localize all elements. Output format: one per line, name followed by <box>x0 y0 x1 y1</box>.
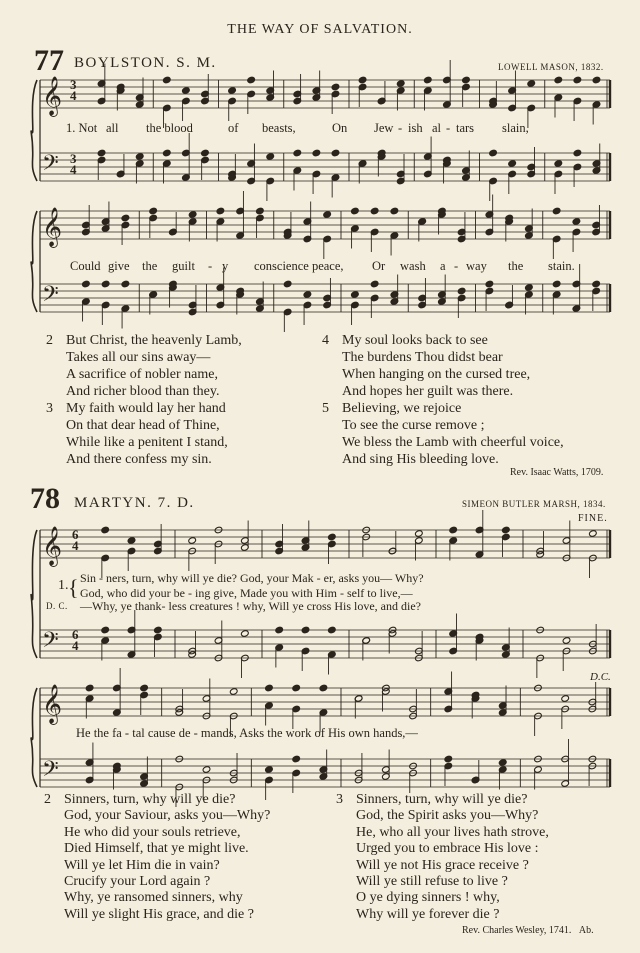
note-head <box>415 530 424 538</box>
note-head <box>121 280 130 288</box>
hymn-78-dc-mark: D.C. <box>590 671 611 683</box>
hymn-78-tune: MARTYN. 7. D. <box>74 495 195 511</box>
note-head <box>162 76 171 84</box>
note-head <box>554 160 563 168</box>
note-head <box>573 76 582 84</box>
hymn-78-lyric-line-1a: Sin - ners, turn, why will ye die? God, your Mak - er, asks you— Why? <box>80 571 424 585</box>
note-head <box>573 149 582 157</box>
verse-line: And sing His bleeding love. <box>342 452 499 467</box>
note-head <box>562 637 571 645</box>
note-head <box>351 207 360 215</box>
hymn-77-verses-right <box>322 332 564 468</box>
hymn-77-composer: LOWELL MASON, 1832. <box>498 62 604 72</box>
verse-line: Will ye let Him die in vain? <box>64 857 220 873</box>
note-head <box>423 76 432 84</box>
note-head <box>370 207 379 215</box>
note-head <box>101 526 110 534</box>
note-head <box>331 83 340 91</box>
hymn-78-lyric-line-2: He the fa - tal cause de - mands, Asks the work of His own hands,— <box>76 726 418 740</box>
note-head <box>351 291 360 299</box>
verse-line: He, who all your lives hath strove, <box>356 824 549 840</box>
hymn-77-number: 77 <box>34 44 64 77</box>
note-head <box>323 211 332 219</box>
note-head <box>508 160 517 168</box>
verse-line: 2 But Christ, the heavenly Lamb, <box>46 333 242 348</box>
note-head <box>154 626 163 634</box>
hymn-78-time-signature-bass: 6 4 <box>72 627 79 653</box>
verse-line: Crucify your Lord again ? <box>64 874 211 890</box>
note-head <box>85 684 94 692</box>
system-brace-icon <box>31 688 37 787</box>
hymn-78-number: 78 <box>30 482 60 515</box>
verse-line: Died Himself, that ye might live. <box>64 841 249 857</box>
note-head <box>149 207 158 215</box>
note-head <box>135 153 144 161</box>
stanza-brace-icon: { <box>68 575 79 600</box>
note-head <box>552 207 561 215</box>
note-head <box>127 537 136 545</box>
note-head <box>572 218 581 226</box>
verse-line: O ye dying sinners ! why, <box>356 890 500 906</box>
verse-line: Will ye not His grace receive ? <box>356 857 529 873</box>
note-head <box>266 153 275 161</box>
hymn-78-time-signature-treble: 6 4 <box>72 527 79 553</box>
note-head <box>256 207 265 215</box>
hymn-78-verses-left <box>44 792 270 923</box>
verse-line: A sacrifice of nobler name, <box>66 367 218 382</box>
hymn-78-stanza-number: 1. <box>58 578 69 593</box>
hymn-77-lyric-line-1: 1. Not all the blood of beasts, On Jew - ish al - tars slain, <box>66 121 529 135</box>
note-head <box>140 684 149 692</box>
note-head <box>201 149 210 157</box>
verse-line: He who did your souls retrieve, <box>64 824 241 840</box>
verse-line: God, your Saviour, asks you—Why? <box>64 808 271 824</box>
note-head <box>241 630 250 638</box>
running-head: THE WAY OF SALVATION. <box>227 22 413 37</box>
note-head <box>182 87 191 95</box>
hymn-77-tune: BOYLSTON. S. M. <box>74 55 217 71</box>
hymn-78-fine-mark: FINE. <box>578 513 608 524</box>
hymn-78-attribution: Rev. Charles Wesley, 1741. Ab. <box>462 925 594 936</box>
verse-line: We bless the Lamb with cheerful voice, <box>342 435 564 450</box>
note-head <box>82 280 91 288</box>
hymn-77-time-signature-bass: 3 4 <box>70 151 77 177</box>
hymn-77-verses-left <box>46 332 242 468</box>
note-head <box>97 149 106 157</box>
note-head <box>121 214 130 222</box>
hymn-77-attribution: Rev. Isaac Watts, 1709. <box>510 467 604 478</box>
verse-line: While like a penitent I stand, <box>66 435 228 450</box>
note-head <box>247 76 256 84</box>
verse-line: When hanging on the cursed tree, <box>342 367 531 382</box>
note-head <box>489 149 498 157</box>
note-head <box>265 684 274 692</box>
treble-clef-icon: 𝄞 <box>42 76 63 116</box>
verse-line: Why, ye ransomed sinners, why <box>64 890 243 906</box>
note-head <box>228 87 237 95</box>
note-head <box>101 626 110 634</box>
verse-line: Will ye slight His grace, and die ? <box>64 906 254 922</box>
note-head <box>358 76 367 84</box>
verse-line: And hopes her guilt was there. <box>342 384 514 399</box>
hymn-78-verses-right <box>336 792 549 923</box>
bass-clef-icon: 𝄢 <box>42 282 59 312</box>
note-head <box>552 280 561 288</box>
note-head <box>561 695 570 703</box>
note-head <box>303 291 312 299</box>
note-head <box>293 149 302 157</box>
hymn-78-lyric-line-1c: —Why, ye thank- less creatures ! why, Will ye cross His love, and die? <box>80 599 421 613</box>
verse-line: Why will ye forever die ? <box>356 906 500 922</box>
note-head <box>301 626 310 634</box>
system-brace-icon <box>31 530 37 658</box>
verse-line: 2 Sinners, turn, why will ye die? <box>44 792 236 807</box>
verse-line: The burdens Thou didst bear <box>342 350 503 365</box>
verse-line: 3 Sinners, turn, why will ye die? <box>336 792 528 807</box>
verse-line: On that dear head of Thine, <box>66 418 220 433</box>
note-head <box>162 149 171 157</box>
bass-clef-icon: 𝄢 <box>42 151 59 181</box>
note-head <box>312 149 321 157</box>
treble-clef-icon: 𝄞 <box>42 207 63 247</box>
note-head <box>457 287 466 295</box>
verse-line: 4 My soul looks back to see <box>322 333 488 348</box>
verse-line: Takes all our sins away— <box>66 350 211 365</box>
note-head <box>396 80 405 88</box>
treble-clef-icon: 𝄞 <box>42 526 63 566</box>
note-head <box>292 755 301 763</box>
note-head <box>589 530 598 538</box>
note-head <box>275 626 284 634</box>
bass-clef-icon: 𝄢 <box>42 628 59 658</box>
note-head <box>592 76 601 84</box>
verse-line: Urged you to embrace His love : <box>356 841 539 857</box>
hymn-77-time-signature-treble: 3 4 <box>70 77 77 103</box>
verse-line: And richer blood than they. <box>66 384 220 399</box>
treble-clef-icon: 𝄞 <box>42 684 63 724</box>
note-head <box>498 759 507 767</box>
note-head <box>485 280 494 288</box>
note-head <box>554 76 563 84</box>
verse-line: To see the curse remove ; <box>342 418 485 433</box>
verse-line: Will ye still refuse to live ? <box>356 874 508 890</box>
verse-line: 3 My faith would lay her hand <box>46 401 226 416</box>
note-head <box>283 280 292 288</box>
note-head <box>216 207 225 215</box>
note-head <box>328 626 337 634</box>
verse-line: God, the Spirit asks you—Why? <box>356 808 539 824</box>
verse-line: And there confess my sin. <box>66 452 212 467</box>
hymn-78-dc-label: D. C. <box>46 601 68 611</box>
note-head <box>525 284 534 292</box>
hymn-78-composer: SIMEON BUTLER MARSH, 1834. <box>462 499 606 509</box>
note-head <box>319 684 328 692</box>
note-head <box>101 280 110 288</box>
system-brace-icon <box>31 80 37 181</box>
system-brace-icon <box>31 211 37 312</box>
hymn-78-lyric-line-1b: God, who did your be - ing give, Made you with Him - self to live,— <box>80 586 413 600</box>
note-head <box>592 280 601 288</box>
note-head <box>188 537 197 545</box>
note-head <box>449 526 458 534</box>
note-head <box>390 207 399 215</box>
note-head <box>292 684 301 692</box>
note-head <box>229 688 238 696</box>
note-head <box>265 766 274 774</box>
verse-line: 5 Believing, we rejoice <box>322 401 462 416</box>
note-head <box>527 80 536 88</box>
note-head <box>202 766 211 774</box>
note-head <box>331 149 340 157</box>
note-head <box>370 280 379 288</box>
bass-clef-icon: 𝄢 <box>42 757 59 787</box>
note-head <box>444 755 453 763</box>
note-head <box>502 526 511 534</box>
note-head <box>188 211 197 219</box>
hymn-77-lyric-line-2: Could give the guilt - y conscience peace, Or wash a - way the stain. <box>70 259 575 273</box>
note-head <box>328 533 337 541</box>
note-head <box>462 76 471 84</box>
